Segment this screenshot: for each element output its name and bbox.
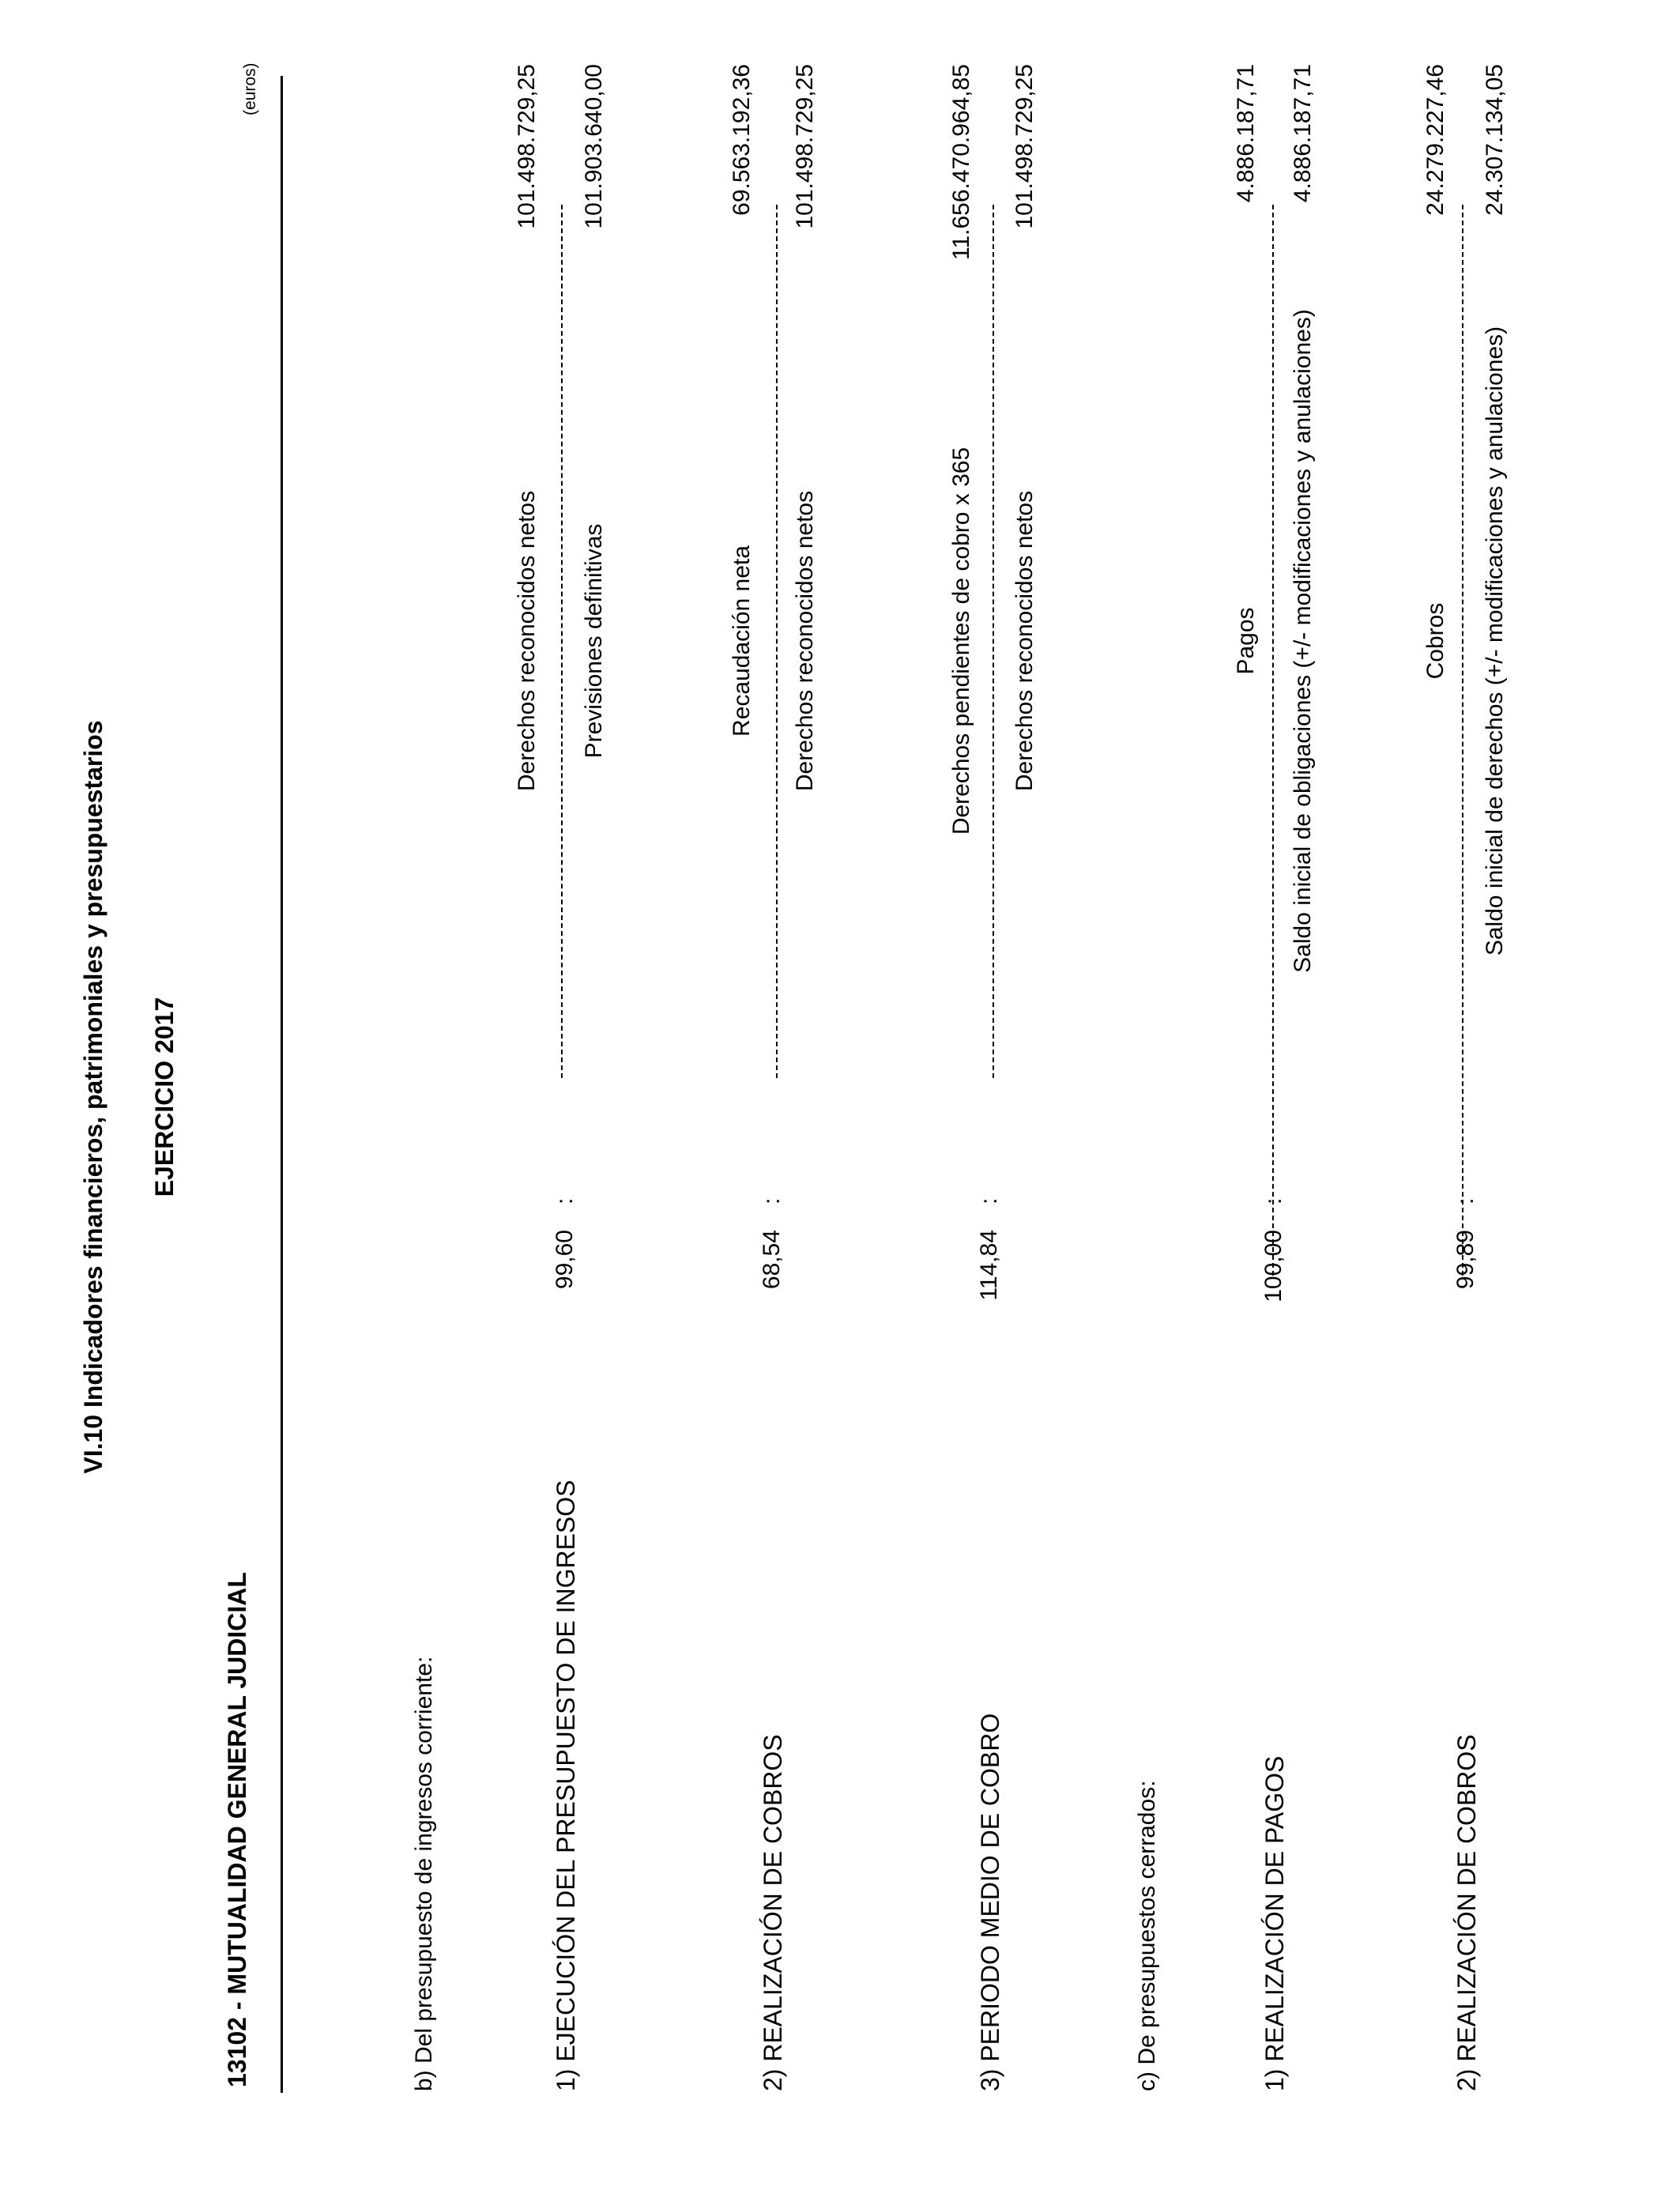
indicator-separator: : [759,1197,785,1204]
numerator-amount: 101.498.729,25 [514,64,540,229]
denominator-amount: 24.307.134,05 [1482,64,1508,216]
indicator-value: 100,00 [1260,1230,1286,1302]
indicator-separator: : [976,1197,1002,1204]
indicator-label: 2) REALIZACIÓN DE COBROS [1452,1734,1481,2091]
indicator-label: 3) PERIODO MEDIO DE COBRO [976,1713,1004,2091]
numerator-amount: 24.279.227,46 [1422,64,1448,216]
indicator-label: 1) REALIZACIÓN DE PAGOS [1260,1755,1289,2091]
indicator-value: 68,54 [759,1230,785,1290]
section-b-heading: b) Del presupuesto de ingresos corriente: [411,1656,437,2091]
numerator-amount: 11.656.470.964,85 [948,64,974,261]
unit-label: (euros) [241,62,259,115]
ejercicio-heading: EJERCICIO 2017 [150,997,179,1197]
indicator-label: 1) EJECUCIÓN DEL PRESUPUESTO DE INGRESOS [552,1480,580,2091]
fraction-numerator: Recaudación neta [729,545,755,737]
fraction-line [1462,205,1463,1276]
indicator-separator: : [1260,1197,1286,1204]
fraction-denominator: Derechos reconocidos netos [1011,490,1038,792]
numerator-amount: 4.886.187,71 [1233,64,1259,203]
fraction-numerator: Derechos pendientes de cobro x 365 [948,447,974,835]
fraction-numerator: Cobros [1422,602,1448,680]
indicator-value: 99,89 [1452,1230,1478,1290]
fraction-numerator: Derechos reconocidos netos [514,490,540,792]
indicator-separator: : [1452,1197,1478,1204]
indicator-value: 99,60 [552,1230,578,1290]
fraction-line [1272,205,1274,1276]
fraction-denominator: Previsiones definitivas [581,523,607,759]
header-rule [281,76,283,2093]
denominator-amount: 101.498.729,25 [792,64,818,229]
denominator-amount: 101.498.729,25 [1011,64,1038,229]
fraction-line [561,205,563,1078]
fraction-line [776,205,778,1078]
fraction-denominator: Saldo inicial de obligaciones (+/- modificaciones y anulaciones) [1290,309,1316,973]
indicator-separator: : [552,1197,578,1204]
indicator-value: 114,84 [976,1230,1002,1301]
denominator-amount: 101.903.640,00 [581,64,607,229]
denominator-amount: 4.886.187,71 [1290,64,1316,203]
entity-name: 13102 - MUTUALIDAD GENERAL JUDICIAL [223,1572,251,2087]
fraction-line [993,205,994,1078]
report-title: VI.10 Indicadores financieros, patrimoniales y presupuestarios [79,720,107,1474]
fraction-numerator: Pagos [1233,607,1259,675]
fraction-denominator: Saldo inicial de derechos (+/- modificaciones y anulaciones) [1482,326,1508,956]
indicator-label: 2) REALIZACIÓN DE COBROS [759,1734,787,2091]
fraction-denominator: Derechos reconocidos netos [792,490,818,792]
section-c-heading: c) De presupuestos cerrados: [1134,1780,1160,2091]
numerator-amount: 69.563.192,36 [729,64,755,216]
